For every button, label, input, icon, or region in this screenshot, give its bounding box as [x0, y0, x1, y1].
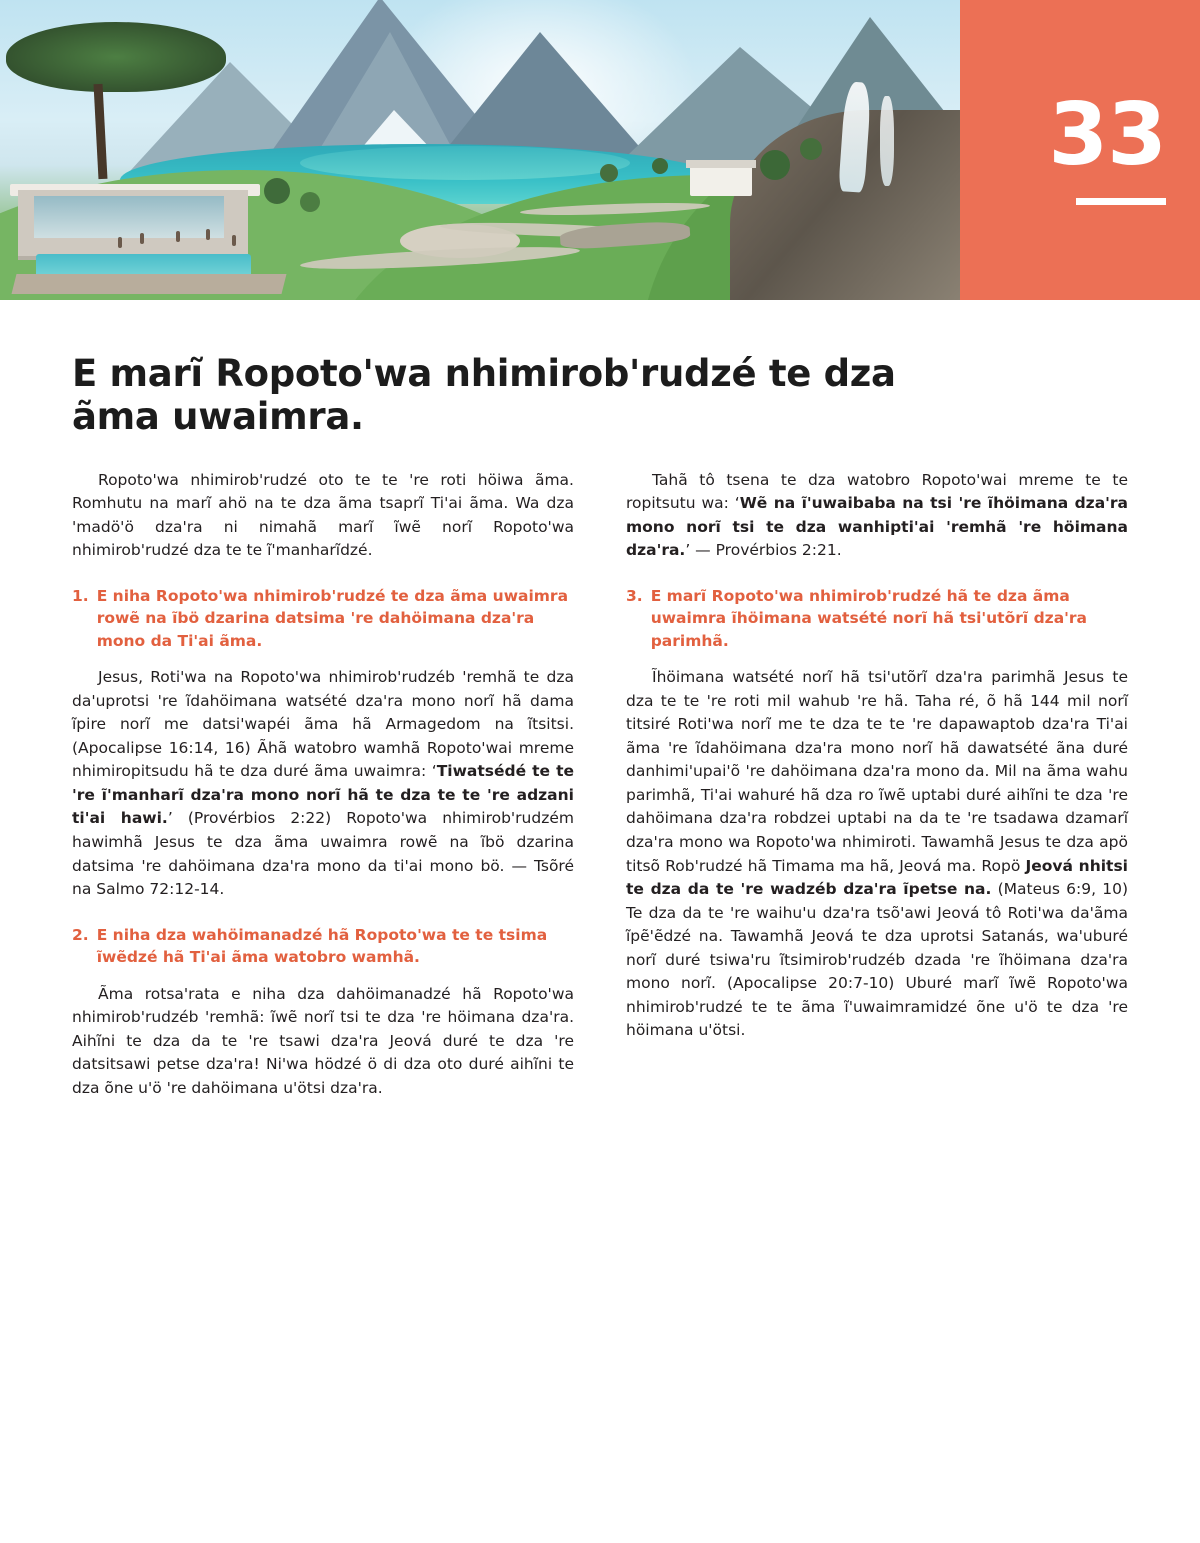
answer-3-text-pre: Ĩhöimana watsété norĩ hã tsi'utõrĩ dza'ra parimhã Jesus te dza te te 're roti mil wahub 're hã. Taha ré, õ hã 144 mil norĩ titsiré Roti'wa norĩ me te dza te te 're dapawaptob dza'ra Ti'ai ãma 're ĩdahöimana dza'ra mono norĩ hã dawatsété ãna duré danhimi'upai'õ 're dahöimana dza'ra mono da. Mil na ãma wahu parimhã, Ti'ai wahuré hã dza ro ĩwẽ uptabi duré aihĩni te dza 're dahöimana dza'ra robdzei uptabi na da te 're tsadawa dzamarĩ dza'ra mono wa Ropoto'wa nhimiroti. Tawamhã Jesus te dza apö titsõ Rob'rudzé hã Timama ma hã, Jeová ma. Ropö — [626, 668, 1128, 875]
person-figure — [206, 229, 210, 240]
scripture-citation: ’ — Provérbios 2:21. — [685, 541, 842, 560]
question-2-heading: E niha dza wahöimanadzé hã Ropoto'wa te te tsima ĩwẽdzé hã Ti'ai ãma watobro wamhã. — [96, 925, 548, 967]
chapter-underline — [1076, 198, 1166, 205]
intro-paragraph-left: Ropoto'wa nhimirob'rudzé oto te te 're roti höiwa ãma. Romhutu na marĩ ahö na te dza ãma tsaprĩ Ti'ai ãma. Wa dza 'madö'ö dza'ra ni nimahã marĩ ĩwẽ norĩ Ropoto'wa nhimirob'rudzé dza te te ĩ'manharĩdzé. — [72, 470, 574, 560]
answer-1-text-pre: Jesus, Roti'wa na Ropoto'wa nhimirob'rudzéb 'remhã te dza da'uprotsi 're ĩdahöimana watsété dza'ra mono norĩ hã dama ĩpire norĩ me datsi'wapéi ãma hã Armagedom na ĩtsitsi. (Apocalipse 16:14, 16) Ãhã watobro wamhã Ropoto'wai mreme nhimiropitsudu hã te dza duré ãma uwaimra: ‘ — [72, 668, 574, 781]
question-3 — [626, 585, 1128, 652]
question-1 — [72, 585, 574, 652]
answer-1-text-post: ’ (Provérbios 2:22) Ropoto'wa nhimirob'rudzém hawimhã Jesus te dza ãma uwaimra rowẽ na ĩbö dzarina datsima 're dahöimana dza'ra mono da ti'ai mono bö. — Tsõré na Salmo 72:12-14. — [72, 809, 574, 899]
question-1-heading: E niha Ropoto'wa nhimirob'rudzé te dza ãma uwaimra rowẽ na ĩbö dzarina datsima 're dahöimana dza'ra mono da Ti'ai ãma. — [96, 586, 569, 650]
column-right — [626, 469, 1128, 1101]
hero-banner — [0, 0, 1200, 300]
person-figure — [176, 231, 180, 242]
person-figure — [140, 233, 144, 244]
column-left — [72, 469, 574, 1101]
tree — [600, 164, 618, 182]
tree — [760, 150, 790, 180]
tree — [652, 158, 668, 174]
answer-3-paragraph — [626, 666, 1128, 1043]
chapter-number: 33 — [1048, 85, 1166, 185]
answer-2-paragraph — [72, 983, 574, 1101]
chapter-number-block — [960, 0, 1200, 300]
tree-canopy — [6, 22, 226, 92]
intro-paragraph-right — [626, 469, 1128, 563]
page-title: E marĩ Ropoto'wa nhimirob'rudzé te dza ãma uwaimra. — [72, 352, 896, 439]
scripture-intro-text: Tahã tô tsena te dza watobro Ropoto'wai mreme te te ropitsutu wa: ‘ — [626, 470, 1128, 513]
paradise-landscape-illustration — [0, 0, 960, 300]
tree — [300, 192, 320, 212]
person-figure — [232, 235, 236, 246]
terrace-deck — [12, 274, 287, 294]
question-2-number: 2. — [72, 925, 89, 944]
question-3-heading: E marĩ Ropoto'wa nhimirob'rudzé hã te dza ãma uwaimra ĩhöimana watsété norĩ hã tsi'utõrĩ dza'ra parimhã. — [650, 586, 1088, 650]
answer-3-text-post: (Mateus 6:9, 10) Te dza da te 're waihu'u dza'ra tsõ'awi Jeová tô Roti'wa da'ãma ĩpẽ'ẽdzé na. Tawamhã Jeová te dza uprotsi Satanás, wa'uburé norĩ duré tsiwa'ru ĩtsimirob'rudzéb dzada 're ĩhöimana dza'ra mono norĩ. (Apocalipse 20:7-10) Uburé marĩ ĩwẽ Ropoto'wa nhimirob'rudzé te te ãma ĩ'uwaimramidzé õne u'ö te dza 're höimana u'ötsi. — [626, 880, 1128, 1040]
two-column-layout — [72, 469, 1128, 1101]
pavilion-glass — [34, 196, 224, 238]
article-content — [0, 352, 1200, 1100]
distant-building-roof — [686, 160, 756, 168]
waterfall — [880, 96, 894, 186]
answer-2-text-pre: Ãma rotsa'rata e niha dza dahöimanadzé hã Ropoto'wa nhimirob'rudzéb 'remhã: ĩwẽ norĩ tsi te dza 're höimana dza'ra. Aihĩni te dza da te 're tsawi dza'ra Jeová duré te dza 're datsitsawi petse dza'ra! Ni'wa hödzé ö di dza oto duré aihĩni te dza õne u'ö 're dahöimana u'ötsi dza'ra. — [72, 984, 574, 1097]
question-3-number: 3. — [626, 586, 643, 605]
question-1-number: 1. — [72, 586, 89, 605]
tree — [264, 178, 290, 204]
person-figure — [118, 237, 122, 248]
question-2 — [72, 924, 574, 969]
answer-1-quote-bold: Tiwatsédé te te 're ĩ'manharĩ dza'ra mono norĩ hã te dza te te 're adzani ti'ai hawi. — [72, 762, 574, 828]
distant-building — [690, 166, 752, 196]
scripture-quote-bold: Wẽ na ĩ'uwaibaba na tsi 're ĩhöimana dza'ra mono norĩ tsi te dza wanhipti'ai 'remhã 're höimana dza'ra. — [626, 494, 1128, 560]
answer-3-quote-bold: Jeová nhitsi te dza da te 're wadzéb dza'ra ĩpetse na. — [626, 856, 1128, 899]
lake-far — [300, 146, 630, 180]
answer-1-paragraph — [72, 666, 574, 901]
tree — [800, 138, 822, 160]
